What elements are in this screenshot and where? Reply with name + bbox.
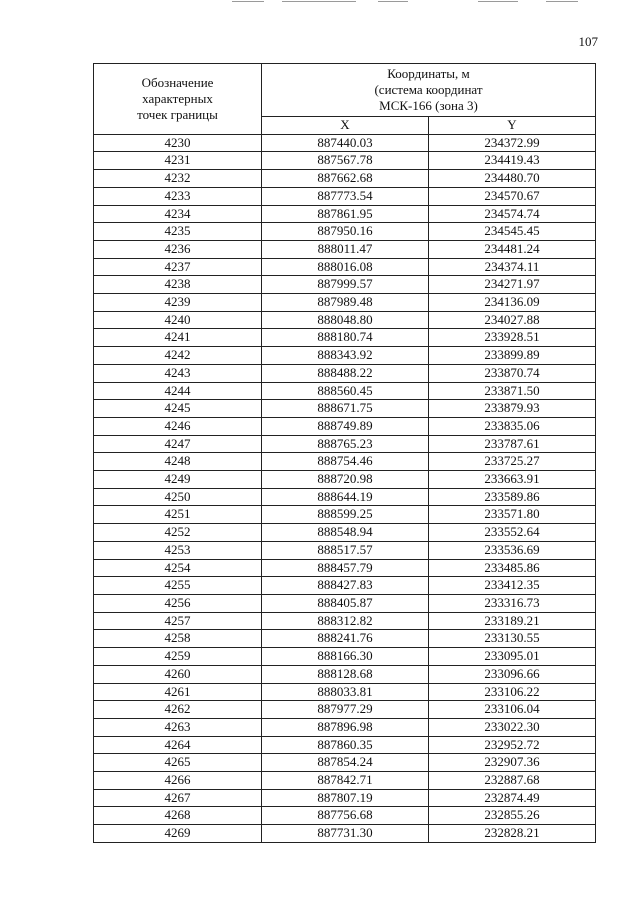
cell-y: 233899.89 <box>429 347 596 365</box>
cell-point: 4246 <box>94 417 262 435</box>
cell-point: 4259 <box>94 648 262 666</box>
cell-y: 234545.45 <box>429 223 596 241</box>
cell-y: 233787.61 <box>429 435 596 453</box>
cell-point: 4260 <box>94 665 262 683</box>
table-row <box>94 453 596 471</box>
cell-y: 233536.69 <box>429 541 596 559</box>
cell-point: 4233 <box>94 187 262 205</box>
cell-point: 4252 <box>94 524 262 542</box>
cell-x: 888128.68 <box>262 665 429 683</box>
cell-y: 232874.49 <box>429 789 596 807</box>
table-row <box>94 347 596 365</box>
cell-point: 4253 <box>94 541 262 559</box>
cell-x: 888343.92 <box>262 347 429 365</box>
cell-x: 887861.95 <box>262 205 429 223</box>
cell-point: 4256 <box>94 594 262 612</box>
cell-point: 4243 <box>94 364 262 382</box>
cell-y: 234374.11 <box>429 258 596 276</box>
cell-x: 887773.54 <box>262 187 429 205</box>
cell-point: 4239 <box>94 294 262 312</box>
cell-y: 234570.67 <box>429 187 596 205</box>
cell-x: 888166.30 <box>262 648 429 666</box>
cell-x: 888457.79 <box>262 559 429 577</box>
table-row <box>94 435 596 453</box>
cell-y: 233571.80 <box>429 506 596 524</box>
table-row <box>94 789 596 807</box>
cell-y: 233106.22 <box>429 683 596 701</box>
cell-y: 233552.64 <box>429 524 596 542</box>
cell-y: 234481.24 <box>429 240 596 258</box>
cell-point: 4250 <box>94 488 262 506</box>
cell-x: 888312.82 <box>262 612 429 630</box>
cell-point: 4245 <box>94 400 262 418</box>
cell-y: 233412.35 <box>429 577 596 595</box>
scan-edge-line-1 <box>232 1 264 2</box>
table-row <box>94 205 596 223</box>
cell-x: 888488.22 <box>262 364 429 382</box>
cell-y: 233663.91 <box>429 471 596 489</box>
cell-x: 887854.24 <box>262 754 429 772</box>
table-row <box>94 506 596 524</box>
cell-point: 4234 <box>94 205 262 223</box>
cell-x: 888765.23 <box>262 435 429 453</box>
cell-y: 233130.55 <box>429 630 596 648</box>
header-y: Y <box>429 117 596 135</box>
cell-y: 234480.70 <box>429 170 596 188</box>
cell-y: 234372.99 <box>429 134 596 152</box>
table-row <box>94 754 596 772</box>
cell-x: 887842.71 <box>262 772 429 790</box>
cell-point: 4257 <box>94 612 262 630</box>
cell-point: 4255 <box>94 577 262 595</box>
cell-point: 4238 <box>94 276 262 294</box>
cell-point: 4248 <box>94 453 262 471</box>
cell-point: 4269 <box>94 825 262 843</box>
cell-point: 4231 <box>94 152 262 170</box>
cell-point: 4264 <box>94 736 262 754</box>
cell-y: 234419.43 <box>429 152 596 170</box>
cell-y: 233096.66 <box>429 665 596 683</box>
table-row <box>94 524 596 542</box>
cell-point: 4251 <box>94 506 262 524</box>
cell-point: 4232 <box>94 170 262 188</box>
scan-edge-line-3 <box>378 1 408 2</box>
cell-y: 233316.73 <box>429 594 596 612</box>
cell-y: 234574.74 <box>429 205 596 223</box>
cell-y: 232907.36 <box>429 754 596 772</box>
table-row <box>94 417 596 435</box>
table-row <box>94 276 596 294</box>
cell-x: 888517.57 <box>262 541 429 559</box>
cell-x: 887989.48 <box>262 294 429 312</box>
cell-x: 888048.80 <box>262 311 429 329</box>
cell-x: 888720.98 <box>262 471 429 489</box>
cell-point: 4237 <box>94 258 262 276</box>
page-number: 107 <box>578 34 598 49</box>
coordinates-table <box>93 63 596 843</box>
table-row <box>94 718 596 736</box>
cell-x: 887860.35 <box>262 736 429 754</box>
cell-x: 888754.46 <box>262 453 429 471</box>
table-row <box>94 630 596 648</box>
cell-x: 888644.19 <box>262 488 429 506</box>
table-row <box>94 594 596 612</box>
cell-y: 233589.86 <box>429 488 596 506</box>
cell-y: 233928.51 <box>429 329 596 347</box>
cell-point: 4258 <box>94 630 262 648</box>
cell-x: 888671.75 <box>262 400 429 418</box>
cell-y: 232952.72 <box>429 736 596 754</box>
table-row <box>94 683 596 701</box>
table-header <box>94 64 596 135</box>
cell-x: 888427.83 <box>262 577 429 595</box>
cell-x: 888180.74 <box>262 329 429 347</box>
table-row <box>94 329 596 347</box>
cell-x: 887999.57 <box>262 276 429 294</box>
table-row <box>94 612 596 630</box>
cell-x: 887896.98 <box>262 718 429 736</box>
table-row <box>94 258 596 276</box>
cell-point: 4262 <box>94 701 262 719</box>
cell-point: 4240 <box>94 311 262 329</box>
table-row <box>94 471 596 489</box>
cell-y: 233022.30 <box>429 718 596 736</box>
table-row <box>94 825 596 843</box>
cell-point: 4235 <box>94 223 262 241</box>
cell-y: 232887.68 <box>429 772 596 790</box>
cell-point: 4244 <box>94 382 262 400</box>
header-x: X <box>262 117 429 135</box>
cell-point: 4236 <box>94 240 262 258</box>
cell-point: 4242 <box>94 347 262 365</box>
cell-y: 233106.04 <box>429 701 596 719</box>
cell-x: 888749.89 <box>262 417 429 435</box>
table-row <box>94 488 596 506</box>
table-row <box>94 240 596 258</box>
cell-point: 4266 <box>94 772 262 790</box>
table-row <box>94 382 596 400</box>
cell-y: 233870.74 <box>429 364 596 382</box>
header-coordinates: Координаты, м (система координат МСК-166 (зона 3) <box>262 64 596 117</box>
cell-x: 888405.87 <box>262 594 429 612</box>
cell-x: 887807.19 <box>262 789 429 807</box>
cell-x: 888033.81 <box>262 683 429 701</box>
cell-point: 4261 <box>94 683 262 701</box>
cell-point: 4265 <box>94 754 262 772</box>
cell-x: 888599.25 <box>262 506 429 524</box>
cell-x: 887567.78 <box>262 152 429 170</box>
scan-edge-line-4 <box>478 1 518 2</box>
cell-y: 233871.50 <box>429 382 596 400</box>
table-row <box>94 364 596 382</box>
cell-x: 887756.68 <box>262 807 429 825</box>
cell-y: 232855.26 <box>429 807 596 825</box>
cell-y: 233485.86 <box>429 559 596 577</box>
cell-x: 888016.08 <box>262 258 429 276</box>
table-row <box>94 311 596 329</box>
cell-y: 232828.21 <box>429 825 596 843</box>
table-row <box>94 772 596 790</box>
cell-x: 888241.76 <box>262 630 429 648</box>
table-row <box>94 665 596 683</box>
table-row <box>94 134 596 152</box>
cell-x: 887950.16 <box>262 223 429 241</box>
table-row <box>94 400 596 418</box>
cell-point: 4230 <box>94 134 262 152</box>
cell-y: 233189.21 <box>429 612 596 630</box>
table-row <box>94 577 596 595</box>
cell-point: 4267 <box>94 789 262 807</box>
cell-x: 887440.03 <box>262 134 429 152</box>
table-row <box>94 187 596 205</box>
table-row <box>94 170 596 188</box>
scan-edge-line-5 <box>546 1 578 2</box>
table-row <box>94 152 596 170</box>
table-row <box>94 294 596 312</box>
cell-x: 888548.94 <box>262 524 429 542</box>
table-row <box>94 223 596 241</box>
scan-edge-line-2 <box>282 1 356 2</box>
cell-point: 4249 <box>94 471 262 489</box>
cell-y: 233835.06 <box>429 417 596 435</box>
cell-point: 4247 <box>94 435 262 453</box>
table-row <box>94 807 596 825</box>
cell-x: 887977.29 <box>262 701 429 719</box>
cell-y: 233879.93 <box>429 400 596 418</box>
cell-x: 887662.68 <box>262 170 429 188</box>
cell-x: 888011.47 <box>262 240 429 258</box>
cell-y: 234271.97 <box>429 276 596 294</box>
table-row <box>94 648 596 666</box>
table-row <box>94 541 596 559</box>
table-row <box>94 736 596 754</box>
cell-point: 4263 <box>94 718 262 736</box>
cell-y: 233095.01 <box>429 648 596 666</box>
table-row <box>94 701 596 719</box>
cell-y: 234027.88 <box>429 311 596 329</box>
cell-y: 234136.09 <box>429 294 596 312</box>
cell-x: 887731.30 <box>262 825 429 843</box>
cell-point: 4241 <box>94 329 262 347</box>
cell-point: 4268 <box>94 807 262 825</box>
table-body <box>94 134 596 842</box>
cell-y: 233725.27 <box>429 453 596 471</box>
cell-point: 4254 <box>94 559 262 577</box>
table-row <box>94 559 596 577</box>
cell-x: 888560.45 <box>262 382 429 400</box>
header-point-designation: Обозначение характерных точек границы <box>94 64 262 135</box>
